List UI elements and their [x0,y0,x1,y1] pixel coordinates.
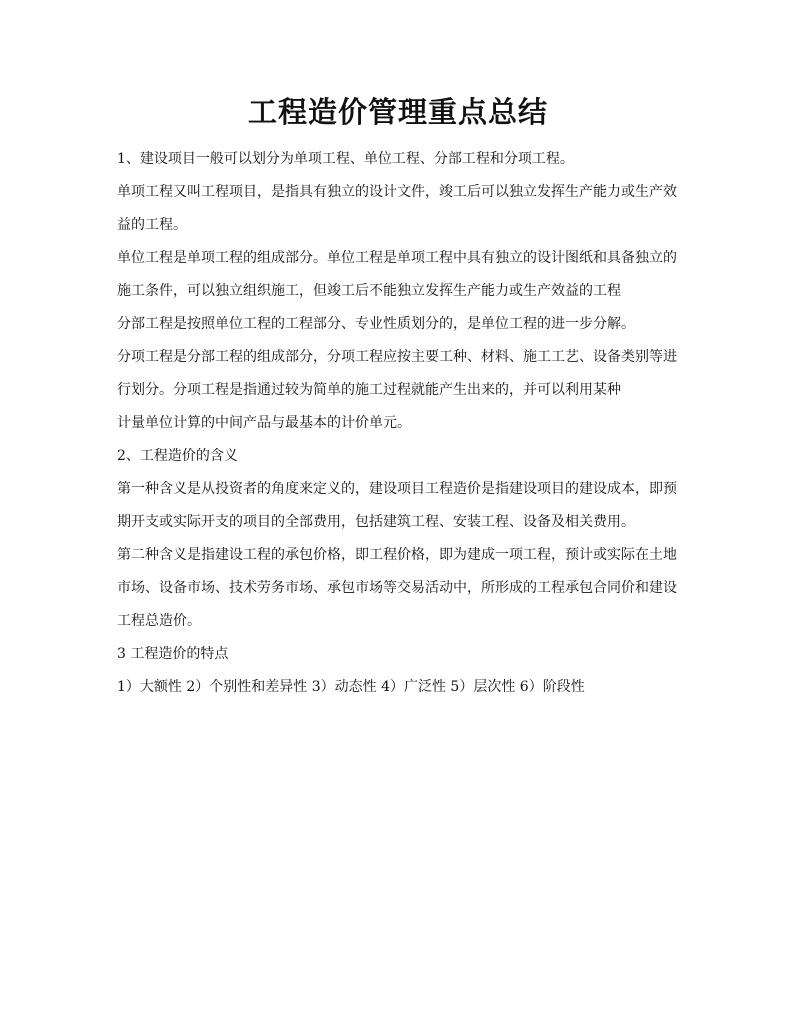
paragraph: 分项工程是分部工程的组成部分，分项工程应按主要工种、材料、施工工艺、设备类别等进 [117,349,677,365]
document-body [117,148,682,709]
paragraph: 施工条件，可以独立组织施工，但竣工后不能独立发挥生产能力或生产效益的工程 [117,283,621,299]
paragraph: 分部工程是按照单位工程的工程部分、专业性质划分的，是单位工程的进一步分解。 [117,316,635,332]
paragraph: 1）大额性 2）个别性和差异性 3）动态性 4）广泛性 5）层次性 6）阶段性 [117,679,585,695]
paragraph: 单项工程又叫工程项目，是指具有独立的设计文件，竣工后可以独立发挥生产能力或生产效 [117,184,677,200]
paragraph: 益的工程。 [117,217,187,233]
paragraph: 单位工程是单项工程的组成部分。单位工程是单项工程中具有独立的设计图纸和具备独立的 [117,250,677,266]
document-title: 工程造价管理重点总结 [247,95,548,129]
paragraph: 工程总造价。 [117,613,201,629]
section-heading: 2、工程造价的含义 [117,448,238,464]
paragraph: 市场、设备市场、技术劳务市场、承包市场等交易活动中，所形成的工程承包合同价和建设 [117,580,677,596]
paragraph: 计量单位计算的中间产品与最基本的计价单元。 [117,415,411,431]
paragraph: 第二种含义是指建设工程的承包价格，即工程价格，即为建成一项工程，预计或实际在土地 [117,547,677,563]
paragraph: 期开支或实际开支的项目的全部费用，包括建筑工程、安装工程、设备及相关费用。 [117,514,635,530]
paragraph: 行划分。分项工程是指通过较为简单的施工过程就能产生出来的，并可以利用某种 [117,382,621,398]
section-heading: 3 工程造价的特点 [117,646,229,662]
paragraph: 第一种含义是从投资者的角度来定义的，建设项目工程造价是指建设项目的建设成本，即预 [117,481,677,497]
paragraph: 1、建设项目一般可以划分为单项工程、单位工程、分部工程和分项工程。 [117,151,574,167]
